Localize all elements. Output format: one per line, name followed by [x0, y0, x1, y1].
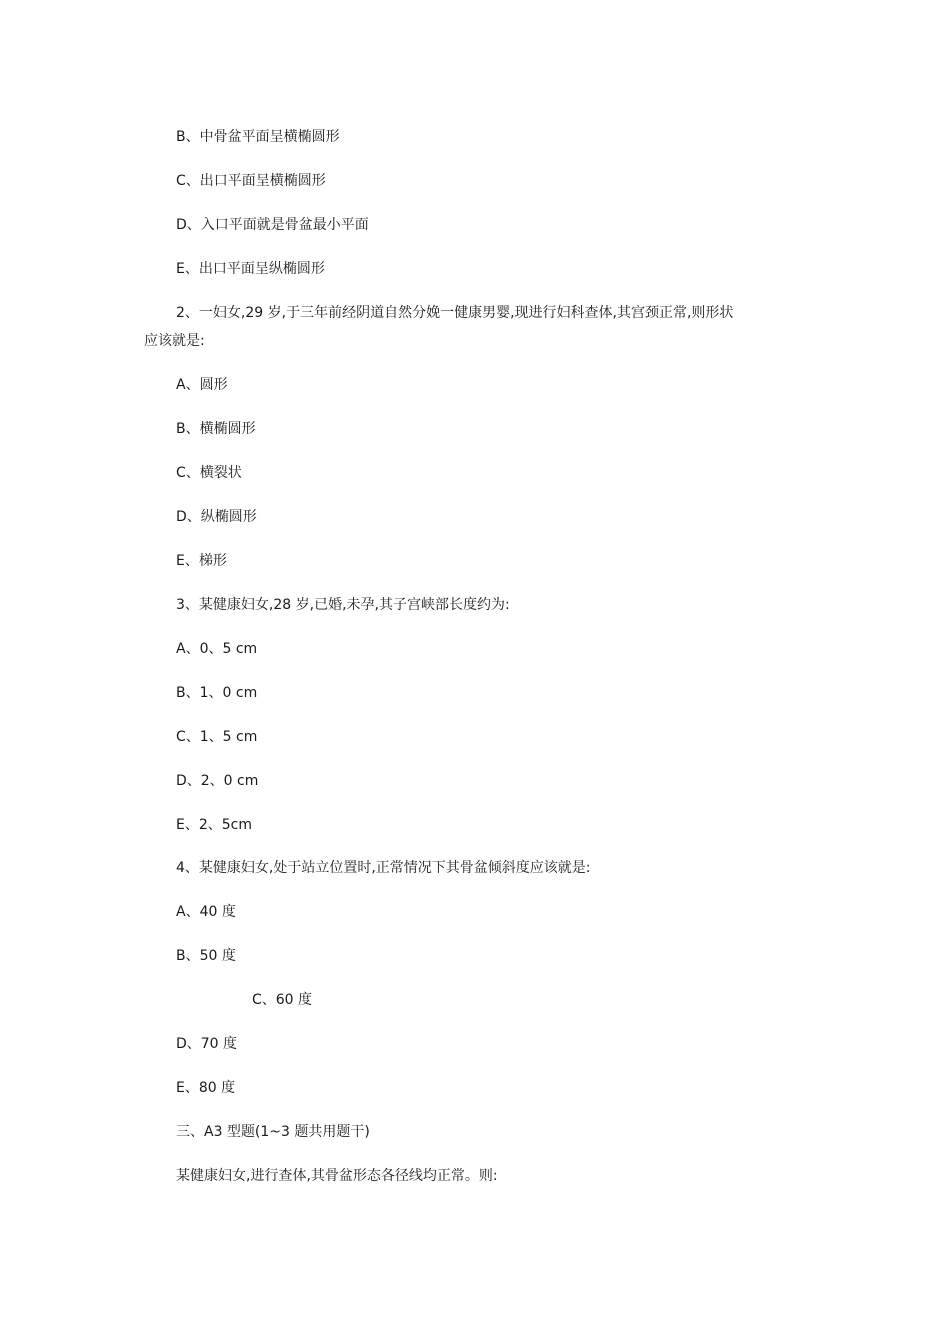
- option-e-q4: E、80 度: [176, 1080, 236, 1096]
- option-a-q2: A、圆形: [176, 377, 228, 393]
- option-c-q4: C、60 度: [252, 992, 313, 1008]
- option-b-q1: B、中骨盆平面呈横椭圆形: [176, 129, 340, 145]
- question-3-text: 3、某健康妇女,28 岁,已婚,未孕,其子宫峡部长度约为:: [176, 597, 510, 613]
- option-e-q1: E、出口平面呈纵椭圆形: [176, 261, 325, 277]
- option-d-q3: D、2、0 cm: [176, 773, 259, 789]
- option-c-q1: C、出口平面呈横椭圆形: [176, 173, 326, 189]
- option-a-q4: A、40 度: [176, 904, 236, 920]
- option-e-q3: E、2、5cm: [176, 817, 252, 833]
- option-b-q3: B、1、0 cm: [176, 685, 258, 701]
- question-4-text: 4、某健康妇女,处于站立位置时,正常情况下其骨盆倾斜度应该就是:: [176, 860, 591, 876]
- option-c-q2: C、横裂状: [176, 465, 242, 481]
- shared-question-stem: 某健康妇女,进行查体,其骨盆形态各径线均正常。则:: [176, 1168, 498, 1184]
- option-e-q2: E、梯形: [176, 553, 227, 569]
- question-2-text-continued: 应该就是:: [144, 333, 205, 349]
- option-d-q1: D、入口平面就是骨盆最小平面: [176, 217, 369, 233]
- option-b-q4: B、50 度: [176, 948, 236, 964]
- question-2-text: 2、一妇女,29 岁,于三年前经阴道自然分娩一健康男婴,现进行妇科查体,其宫颈正常,则形状: [176, 305, 734, 321]
- option-c-q3: C、1、5 cm: [176, 729, 258, 745]
- option-b-q2: B、横椭圆形: [176, 421, 256, 437]
- option-d-q2: D、纵椭圆形: [176, 509, 257, 525]
- option-a-q3: A、0、5 cm: [176, 641, 258, 657]
- option-d-q4: D、70 度: [176, 1036, 238, 1052]
- section-heading-a3: 三、A3 型题(1~3 题共用题干): [176, 1124, 370, 1140]
